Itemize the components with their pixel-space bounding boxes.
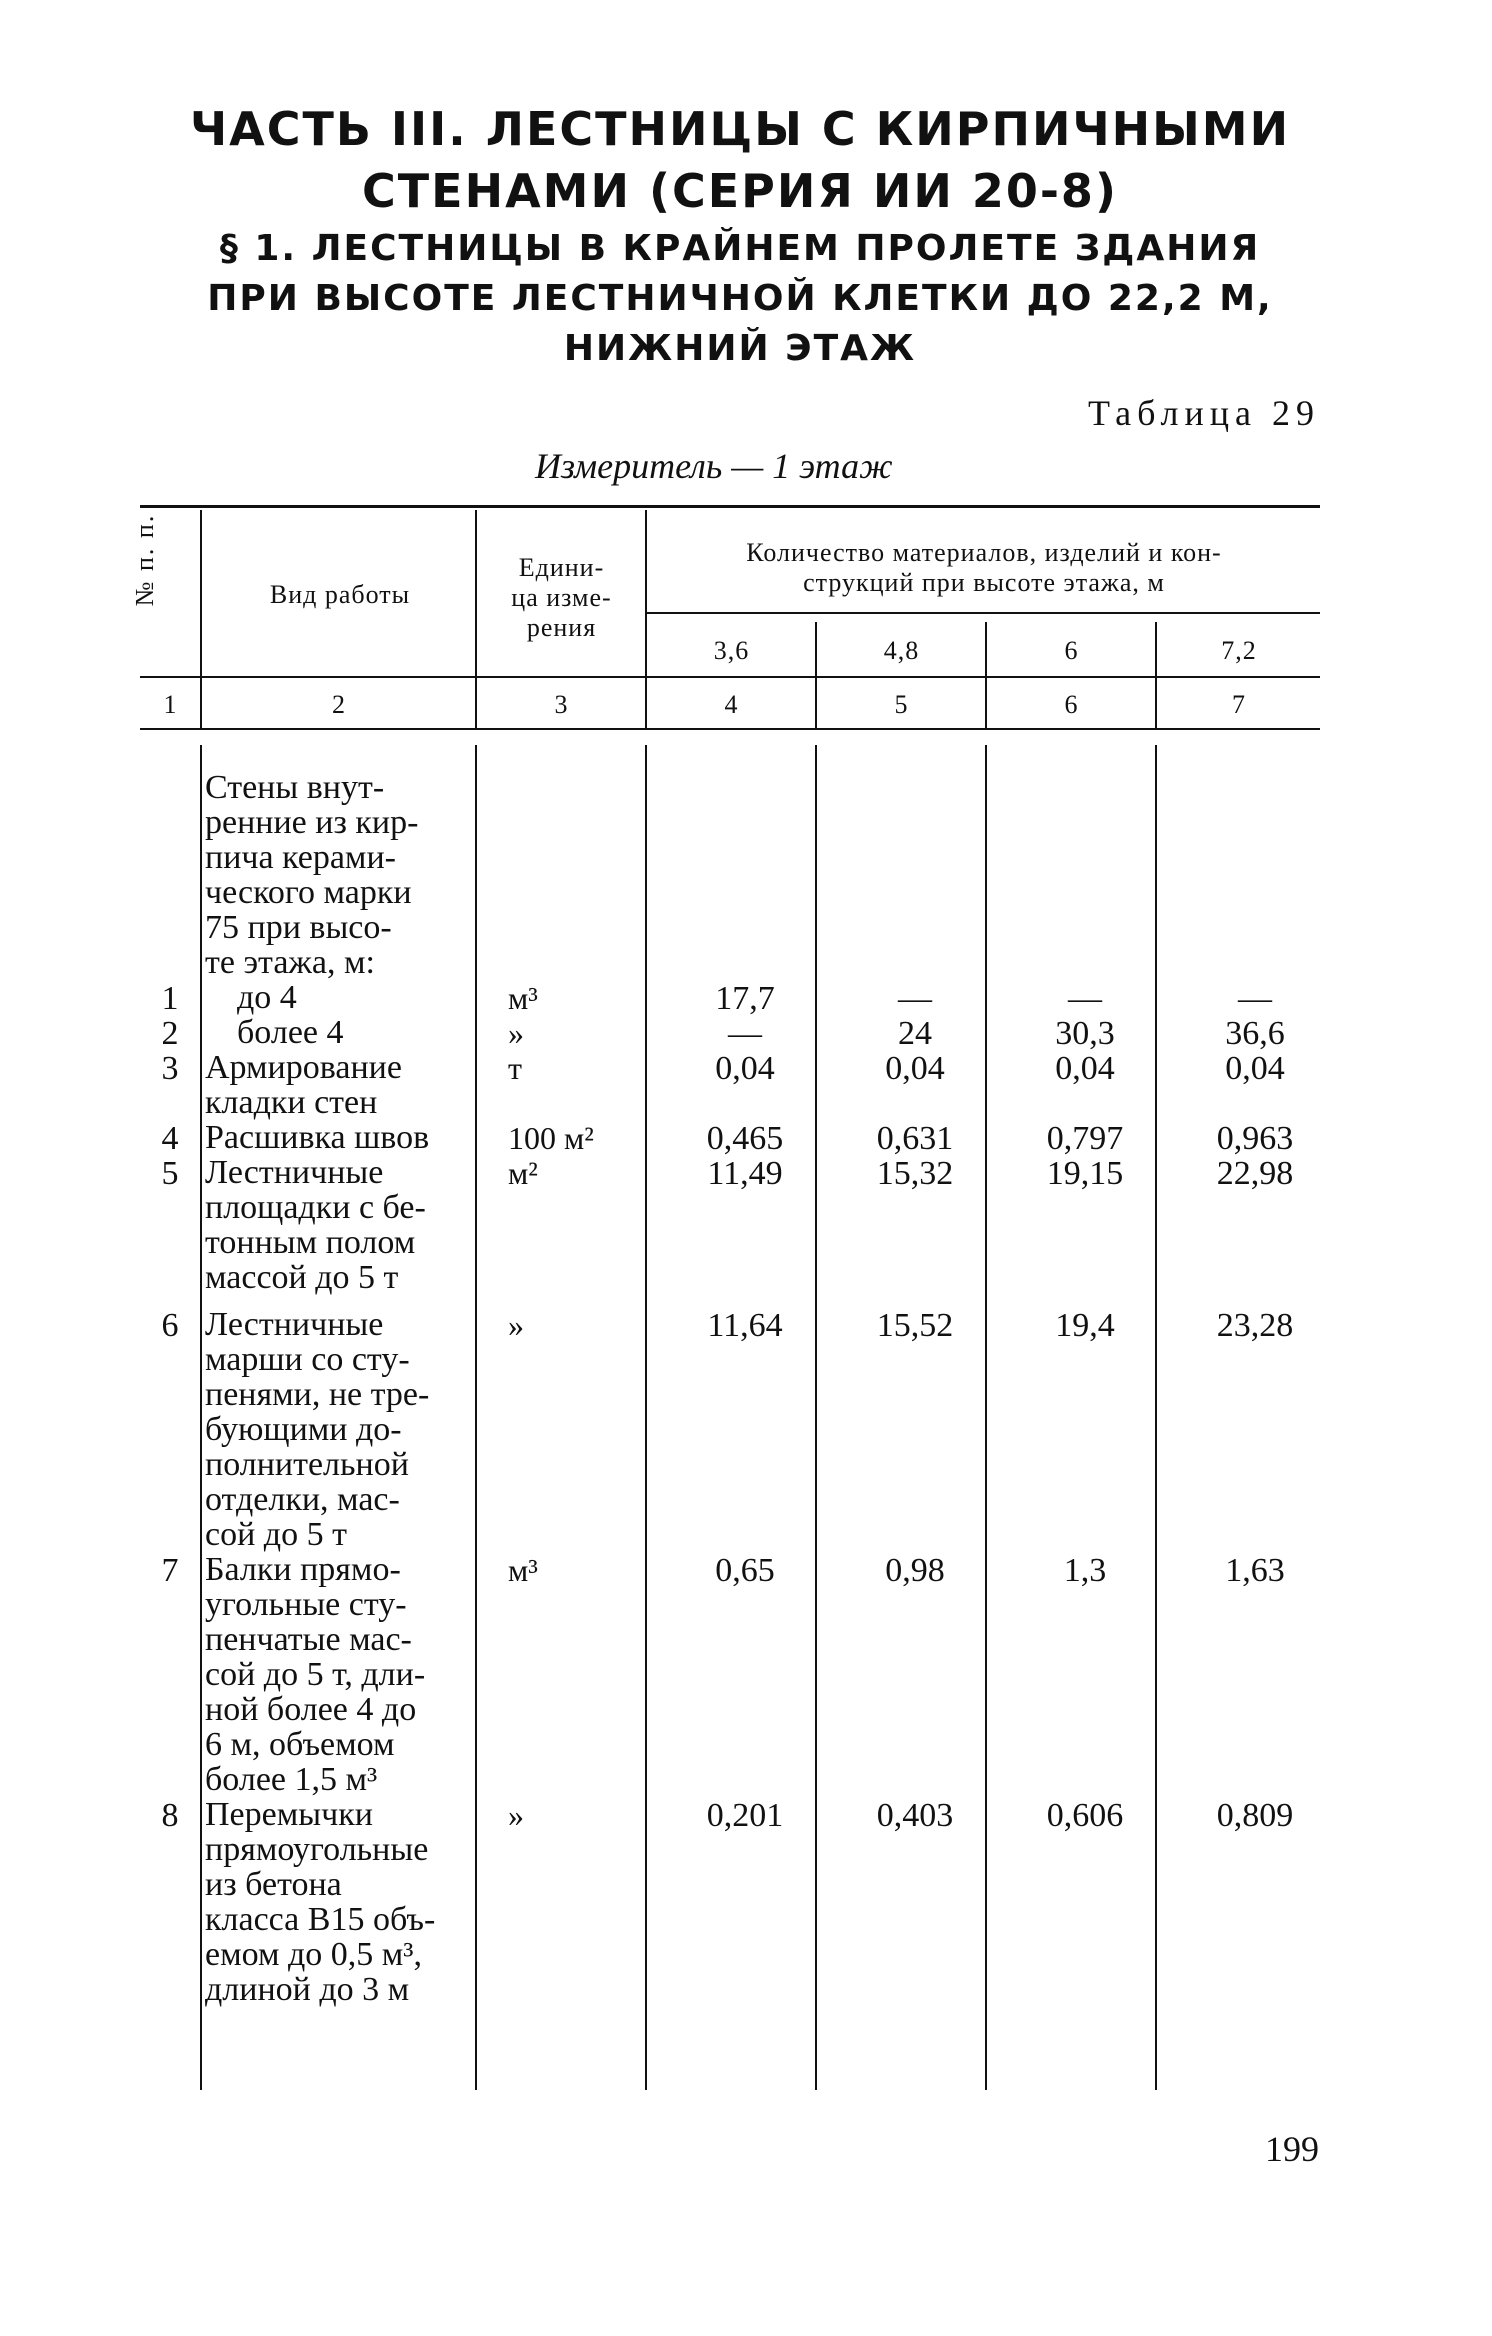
work-description-line: сой до 5 т (205, 1516, 347, 1553)
header-unit-line-2: ца изме- (511, 583, 612, 612)
row-number: 1 (161, 980, 179, 1017)
value-cell-height-2: 15,32 (876, 1155, 954, 1192)
work-description (205, 1120, 475, 1155)
work-description (205, 980, 475, 1015)
colnum-bottom-rule (140, 728, 1320, 730)
value-cell-height-2: 0,98 (885, 1552, 945, 1589)
header-vrule-4 (815, 622, 817, 680)
value-cell-height-4: 36,6 (1225, 1015, 1285, 1052)
row-number: 5 (161, 1155, 179, 1192)
value-cell-height-4: 22,98 (1216, 1155, 1294, 1192)
work-description-line: угольные сту- (205, 1586, 407, 1623)
value-cell-height-3: 0,04 (1055, 1050, 1115, 1087)
header-unit-line-3: рения (526, 613, 597, 642)
value-cell-height-4: 23,28 (1216, 1307, 1294, 1344)
work-description-line: массой до 5 т (205, 1259, 399, 1296)
page-number: 199 (1265, 2129, 1319, 2169)
work-description-line: кладки стен (205, 1084, 378, 1121)
part-title-line-1: ЧАСТЬ III. ЛЕСТНИЦЫ С КИРПИЧНЫМИ (189, 102, 1291, 156)
row-number: 6 (161, 1307, 179, 1344)
unit-cell: » (508, 1797, 524, 1833)
header-height-2: 4,8 (883, 636, 920, 665)
part-title-line-2: СТЕНАМИ (СЕРИЯ ИИ 20-8) (362, 164, 1118, 218)
value-cell-height-3: 0,606 (1046, 1797, 1124, 1834)
value-cell-height-4: 0,963 (1216, 1120, 1294, 1157)
work-description-line: отделки, мас- (205, 1481, 400, 1518)
column-number-3: 3 (554, 690, 568, 719)
work-description-line: ной более 4 до (205, 1691, 417, 1728)
work-description-line: Лестничные (205, 1306, 384, 1343)
work-description (205, 1307, 475, 1552)
group-heading-line: 75 при высо- (205, 909, 392, 946)
work-description-line: более 4 (237, 1014, 344, 1051)
work-description-line: пенями, не тре- (205, 1376, 430, 1413)
work-description-line: Балки прямо- (205, 1551, 401, 1588)
row-number: 2 (161, 1015, 179, 1052)
work-description-line: площадки с бе- (205, 1189, 426, 1226)
value-cell-height-2: 15,52 (876, 1307, 954, 1344)
body-vrule-5 (985, 745, 987, 2090)
row-number: 3 (161, 1050, 179, 1087)
row-number: 8 (161, 1797, 179, 1834)
value-cell-height-1: 11,64 (707, 1307, 783, 1344)
value-cell-height-1: — (728, 1015, 762, 1052)
column-number-4: 4 (724, 690, 738, 719)
value-cell-height-2: 0,631 (876, 1120, 954, 1157)
work-description-line: длиной до 3 м (205, 1971, 410, 2008)
value-cell-height-2: 24 (898, 1015, 932, 1052)
work-description-line: до 4 (237, 979, 297, 1016)
work-description-line: более 1,5 м³ (205, 1761, 378, 1798)
group-heading-line: пича керами- (205, 839, 396, 876)
value-cell-height-1: 0,65 (715, 1552, 775, 1589)
header-vrule-1 (200, 510, 202, 680)
header-height-4: 7,2 (1221, 636, 1257, 665)
value-cell-height-3: 19,15 (1046, 1155, 1124, 1192)
row-number: 7 (161, 1552, 179, 1589)
header-vrule-5 (985, 622, 987, 680)
row-number: 4 (161, 1120, 179, 1157)
work-description (205, 1797, 475, 2007)
header-quantity-line-1: Количество материалов, изделий и кон- (746, 538, 1222, 567)
column-number-7: 7 (1232, 690, 1245, 719)
group-heading (205, 770, 475, 980)
header-vrule-6 (1155, 622, 1157, 680)
unit-cell: 100 м² (508, 1120, 594, 1156)
work-description-line: Перемычки (205, 1796, 373, 1833)
header-vrule-2 (475, 510, 477, 680)
value-cell-height-1: 0,465 (706, 1120, 784, 1157)
header-quantity-line-2: струкций при высоте этажа, м (803, 568, 1165, 597)
work-description-line: марши со сту- (205, 1341, 410, 1378)
group-heading-line: Стены внут- (205, 769, 385, 806)
work-description-line: пенчатые мас- (205, 1621, 412, 1658)
unit-cell: т (508, 1050, 522, 1086)
group-heading-line: ческого марки (205, 874, 412, 911)
work-description (205, 1155, 475, 1295)
body-vrule-6 (1155, 745, 1157, 2090)
column-number-1: 1 (163, 690, 177, 719)
value-cell-height-3: 19,4 (1055, 1307, 1115, 1344)
table-top-rule (140, 505, 1320, 508)
value-cell-height-1: 11,49 (707, 1155, 783, 1192)
unit-cell: » (508, 1307, 524, 1343)
body-vrule-4 (815, 745, 817, 2090)
column-number-5: 5 (894, 690, 908, 719)
work-description-line: Расшивка швов (205, 1119, 430, 1156)
value-cell-height-3: — (1068, 980, 1102, 1017)
body-vrule-2 (475, 745, 477, 2090)
work-description (205, 1552, 475, 1797)
table-label: Таблица 29 (1088, 393, 1320, 433)
value-cell-height-2: — (898, 980, 932, 1017)
meter-line: Измеритель — 1 этаж (535, 446, 893, 486)
group-heading-line: те этажа, м: (205, 944, 375, 981)
unit-cell: » (508, 1015, 524, 1051)
header-height-1: 3,6 (713, 636, 750, 665)
work-description-line: прямоугольные (205, 1831, 429, 1868)
work-description-line: полнительной (205, 1446, 409, 1483)
value-cell-height-4: 0,809 (1216, 1797, 1294, 1834)
work-description-line: из бетона (205, 1866, 342, 1903)
value-cell-height-1: 0,04 (715, 1050, 775, 1087)
work-description-line: класса В15 объ- (205, 1901, 436, 1938)
unit-cell: м³ (508, 1552, 538, 1588)
work-description-line: бующими до- (205, 1411, 402, 1448)
value-cell-height-1: 17,7 (715, 980, 775, 1017)
work-description (205, 1050, 475, 1120)
header-bottom-rule (140, 676, 1320, 678)
header-height-3: 6 (1064, 636, 1079, 665)
header-work: Вид работы (269, 580, 411, 609)
value-cell-height-4: 1,63 (1225, 1552, 1285, 1589)
work-description-line: Лестничные (205, 1154, 384, 1191)
work-description-line: 6 м, объемом (205, 1726, 395, 1763)
work-description-line: емом до 0,5 м³, (205, 1936, 422, 1973)
section-title-line-2: ПРИ ВЫСОТЕ ЛЕСТНИЧНОЙ КЛЕТКИ ДО 22,2 М, (207, 278, 1273, 319)
unit-cell: м³ (508, 980, 538, 1016)
unit-cell: м² (508, 1155, 538, 1191)
value-cell-height-3: 0,797 (1046, 1120, 1124, 1157)
section-title-line-3: НИЖНИЙ ЭТАЖ (563, 328, 917, 369)
value-cell-height-4: — (1238, 980, 1272, 1017)
header-number: № п. п. (130, 513, 159, 607)
body-vrule-1 (200, 745, 202, 2090)
work-description-line: тонным полом (205, 1224, 416, 1261)
header-unit-line-1: Едини- (518, 553, 605, 582)
qty-subheader-rule (645, 612, 1320, 614)
group-heading-line: ренние из кир- (205, 804, 419, 841)
value-cell-height-2: 0,04 (885, 1050, 945, 1087)
value-cell-height-2: 0,403 (876, 1797, 954, 1834)
column-number-6: 6 (1064, 690, 1078, 719)
body-vrule-3 (645, 745, 647, 2090)
work-description-line: Армирование (205, 1049, 402, 1086)
header-quantity (648, 538, 1320, 598)
value-cell-height-4: 0,04 (1225, 1050, 1285, 1087)
value-cell-height-1: 0,201 (706, 1797, 784, 1834)
work-description-line: сой до 5 т, дли- (205, 1656, 426, 1693)
section-title-line-1: § 1. ЛЕСТНИЦЫ В КРАЙНЕМ ПРОЛЕТЕ ЗДАНИЯ (219, 228, 1261, 269)
column-number-2: 2 (332, 690, 345, 719)
value-cell-height-3: 30,3 (1055, 1015, 1115, 1052)
value-cell-height-3: 1,3 (1063, 1552, 1107, 1589)
work-description (205, 1015, 475, 1050)
header-unit (478, 553, 645, 643)
header-vrule-3 (645, 510, 647, 680)
